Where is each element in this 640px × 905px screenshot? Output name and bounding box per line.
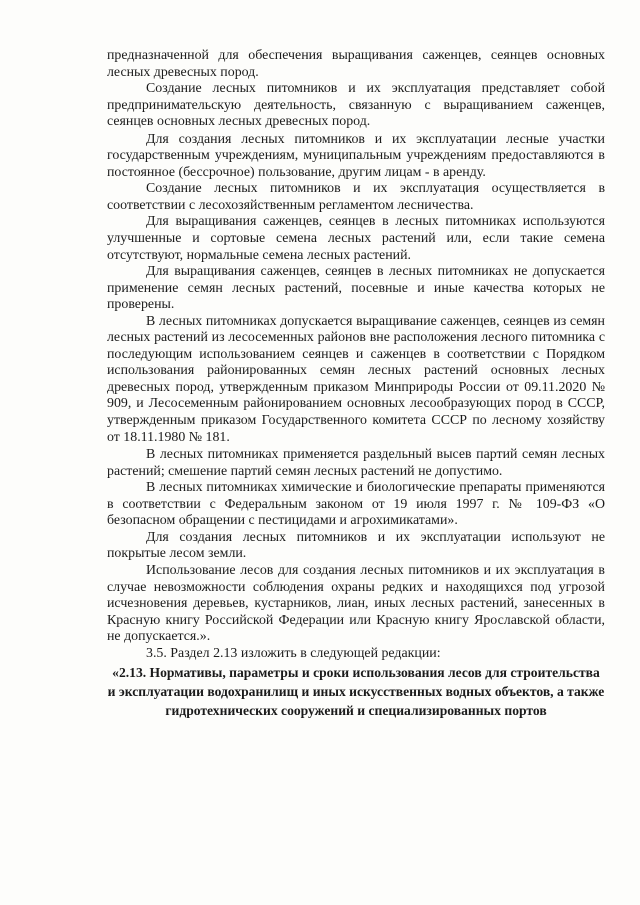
paragraph-chemicals: В лесных питомниках химические и биологические препараты применяются в соответствии с Федеральным законом от 19 июля 1997 г. № 109-ФЗ «О безопасном обращении с пестицидами и агрохимикатами». xyxy=(107,480,605,529)
paragraph-uncovered-land: Для создания лесных питомников и их эксплуатации используют не покрытые лесом земли. xyxy=(107,529,605,562)
paragraph-improved-seeds: Для выращивания саженцев, сеянцев в лесных питомниках используются улучшенные и сортовые семена лесных растений или, если такие семена отсутствуют, нормальные семена лесных растений. xyxy=(107,214,605,263)
paragraph-section-amendment: 3.5. Раздел 2.13 изложить в следующей редакции: xyxy=(146,645,441,661)
paragraph-land-provision: Для создания лесных питомников и их эксплуатации лесные участки государственным учреждениям, муниципальным учреждениям предоставляются в постоянное (бессрочное) пользование, другим лицам - в аренду. xyxy=(107,131,605,180)
section-heading: «2.13. Нормативы, параметры и сроки использования лесов для строительства и эксплуатации водохранилищ и иных искусственных водных объектов, а также гидротехнических сооружений и специализированных портов xyxy=(107,665,605,719)
paragraph-regulation: Создание лесных питомников и их эксплуатация осуществляется в соответствии с лесохозяйственным регламентом лесничества. xyxy=(107,181,605,213)
paragraph-red-book: Использование лесов для создания лесных питомников и их эксплуатация в случае невозможности соблюдения охраны редких и находящихся под угрозой исчезновения деревьев, кустарников, лиан, иных лесных растений, занесенных в Красную книгу Российской Федерации или Красную книгу Ярославской области, не допускается.». xyxy=(107,562,605,645)
paragraph-nursery-business: Создание лесных питомников и их эксплуатация представляет собой предпринимательскую деятельность, связанную с выращиванием саженцев, сеянцев основных лесных древесных пород. xyxy=(107,81,605,130)
paragraph-unchecked-seeds: Для выращивания саженцев, сеянцев в лесных питомниках не допускается применение семян лесных растений, посевные и иные качества которых не проверены. xyxy=(107,264,605,313)
paragraph-seed-regions: В лесных питомниках допускается выращивание саженцев, сеянцев из семян лесных растений из лесосеменных районов вне расположения лесного питомника с последующим использованием сеянцев и саженцев в соответствии с Порядком использования районированных семян лесных растений основных лесных древесных пород, утвержденным приказом Минприроды России от 09.11.2020 № 909, и Лесосеменным районированием основных лесообразующих пород в СССР, утвержденным приказом Государственного комитета СССР по лесному хозяйству от 18.11.1980 № 181. xyxy=(107,313,605,445)
paragraph-separate-sowing: В лесных питомниках применяется раздельный высев партий семян лесных растений; смешение партий семян лесных растений не допустимо. xyxy=(107,447,605,479)
paragraph-continuation: предназначенной для обеспечения выращивания саженцев, сеянцев основных лесных древесных пород. xyxy=(107,48,605,80)
